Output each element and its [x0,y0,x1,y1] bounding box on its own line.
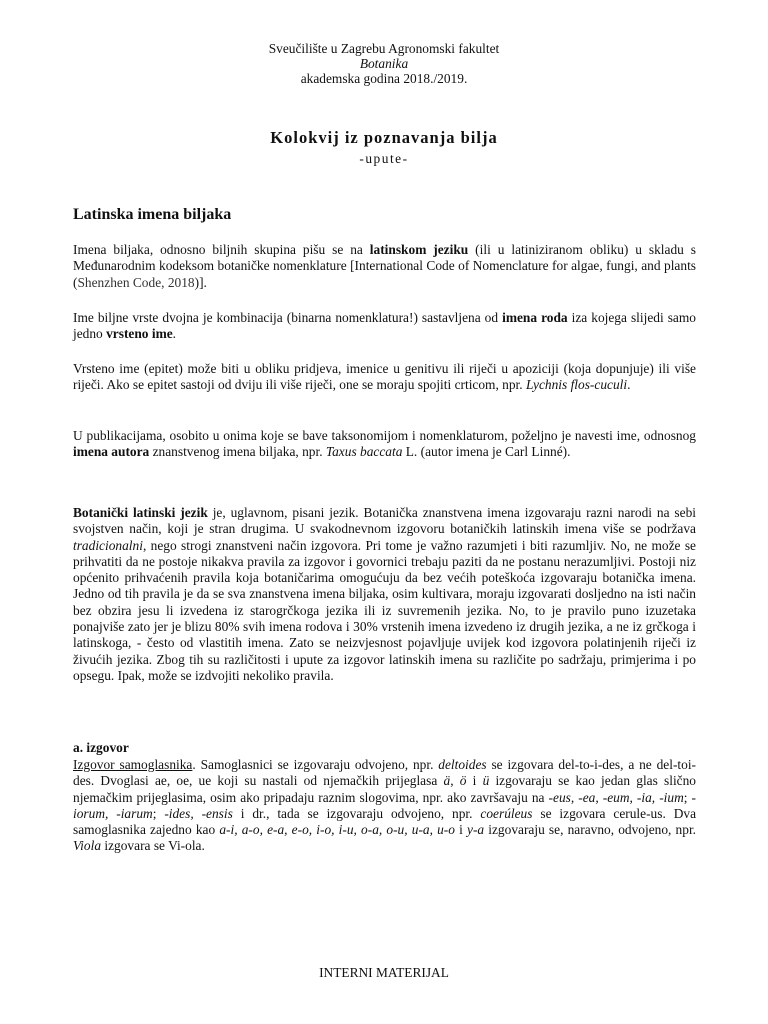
text-run: ; [152,805,165,821]
italic-term: ö [459,773,467,789]
italic-term: coerúleus [480,805,533,821]
text-run: se izgovara cerule-us. Dva samoglasnika zajedno kao [73,805,697,838]
text-run: znanstvenog imena biljaka, npr. [149,444,326,460]
italic-term: -eus, -ea, -eum, -ia, -ium [548,789,684,805]
paragraph-latin-names [73,242,696,291]
bold-term: vrsteno ime [106,326,173,342]
paragraph-epithet [73,361,696,394]
text-run: , [450,773,460,789]
bold-term: Botanički latinski jezik [73,505,208,520]
italic-term: deltoides [438,757,487,772]
text-run: iza kojega slijedi samo jedno [73,310,696,342]
italic-term: Lychnis flos-cuculi [525,377,628,393]
text-run: izgovaraju se, naravno, odvojeno, npr. [484,822,697,838]
italic-term: Taxus baccata [325,444,403,460]
course-name: Botanika [359,56,409,71]
page-footer: INTERNI MATERIJAL [319,965,449,980]
bold-term: imena autora [73,444,150,460]
page-header [0,41,768,86]
italic-term: a-i, a-o, e-a, e-o, i-o, i-u, o-a, o-u, u-a, u-o [219,822,455,838]
text-run: )]. [194,274,207,290]
subsection-heading: a. izgovor [73,740,129,755]
text-run: Ime biljne vrste dvojna je kombinacija (binarna nomenklatura!) sastavljena od [73,310,503,325]
text-run: . [172,326,177,342]
text-run: i [466,773,483,789]
institution-line: Sveučilište u Zagrebu Agronomski fakultet [268,41,500,56]
bold-term: latinskom jeziku [369,242,469,257]
text-run: ; [683,789,692,805]
text-run: (ili u latiniziranom obliku) u skladu s Međunarodnim kodeksom botaničke nomenklature [International Code of Nomenclature for algae, fungi, and plants ( [73,242,697,290]
text-run: i dr., tada se izgovaraju odvojeno, npr. [232,805,481,821]
citation: Shenzhen Code, 2018 [77,274,195,290]
text-run: je, uglavnom, pisani jezik. Botanička znanstvena imena izgovaraju razni narodi na sebi svojstven način, koji je stran drugima. U svakodnevnom izgovoru botaničkih latinskih imena više se podržava [73,505,696,537]
text-run: izgovaraju se kao jedan glas slično njemačkim prijeglasima, osim ako pripadaju raznim slogovima, npr. ako završavaju na [73,773,697,805]
text-run: Vrsteno ime (epitet) može biti u obliku pridjeva, imenice u genitivu ili riječi u apoziciji (koja dopunjuje) ili više riječi. Ako se epitet sastoji od dviju ili više riječi, one se moraju spojiti crticom, npr. [73,361,696,393]
italic-term: y-a [467,822,485,838]
academic-year: akademska godina 2018./2019. [300,71,468,86]
underlined-term: Izgovor samoglasnika [73,757,193,772]
text-run: . [627,377,631,393]
text-run: izgovara se Vi-ola. [101,838,205,854]
document-title: Kolokvij iz poznavanja bilja [270,128,498,147]
section-heading: Latinska imena biljaka [73,206,232,223]
text-run: U publikacijama, osobito u onima koje se bave taksonomijom i nomenklaturom, poželjno je navesti ime, odnosnog [73,428,696,443]
italic-term: -ides, -ensis [164,805,233,821]
italic-term: Viola [73,838,102,854]
italic-term: tradicionalni [73,537,143,553]
text-run: i [454,822,467,838]
italic-term: ü [482,773,490,789]
bold-term: imena roda [502,310,568,325]
text-run: . Samoglasnici se izgovaraju odvojeno, npr. [192,757,439,772]
paragraph-vowel-pronunciation [73,757,696,855]
text-run: L. (autor imena je Carl Linné). [402,444,571,460]
text-run: se izgovara del-to-i-des, a ne del-toi-des. Dvoglasi ae, oe, ue koji su nastali od njemačkih prijeglasa [73,757,696,789]
text-run: Imena biljaka, odnosno biljnih skupina pišu se na [73,242,370,257]
italic-term: ä [443,773,451,789]
text-run: , nego strogi znanstveni način izgovora. Pri tome je važno razumjeti i biti razumljiv. No, ne može se prihvatiti da ne postoje nikakva pravila za izgovor i govornici trebaju paziti da ne postanu nerazumljivi. Postoji niz općenito prihvaćenih pravila koja botaničarima omogućuju da bez većih poteškoća izgovaraju botanička imena. Jedno od tih pravila je da se sva znanstvena imena biljaka, osim kultivara, moraju izgovarati dosljedno na isti način bez obzira jesu li izvedena iz starogrčkoga jezika ili iz suvremenih jezika. No, to je pravilo puno izuzetaka ponajviše zato jer je blizu 80% svih imena rodova i 30% vrstenih imena izvedeno iz drugih jezika, a ne iz grčkoga i latinskoga, - često od vlastitih imena. Zato se neizvjesnost pojavljuje uvijek kod izgovora polatinjenih riječi iz živućih jezika. Zbog tih su različitosti i upute za izgovor latinskih imena su različite po sadržaju, primjerima i po opsegu. Ipak, može se izdvojiti nekoliko pravila. [73,537,696,683]
document-subtitle: -upute- [359,151,409,166]
paragraph-binomial [73,310,696,343]
italic-term: -iorum, -iarum [73,789,696,821]
paragraph-botanical-latin [73,505,696,684]
paragraph-author-names [73,428,696,461]
